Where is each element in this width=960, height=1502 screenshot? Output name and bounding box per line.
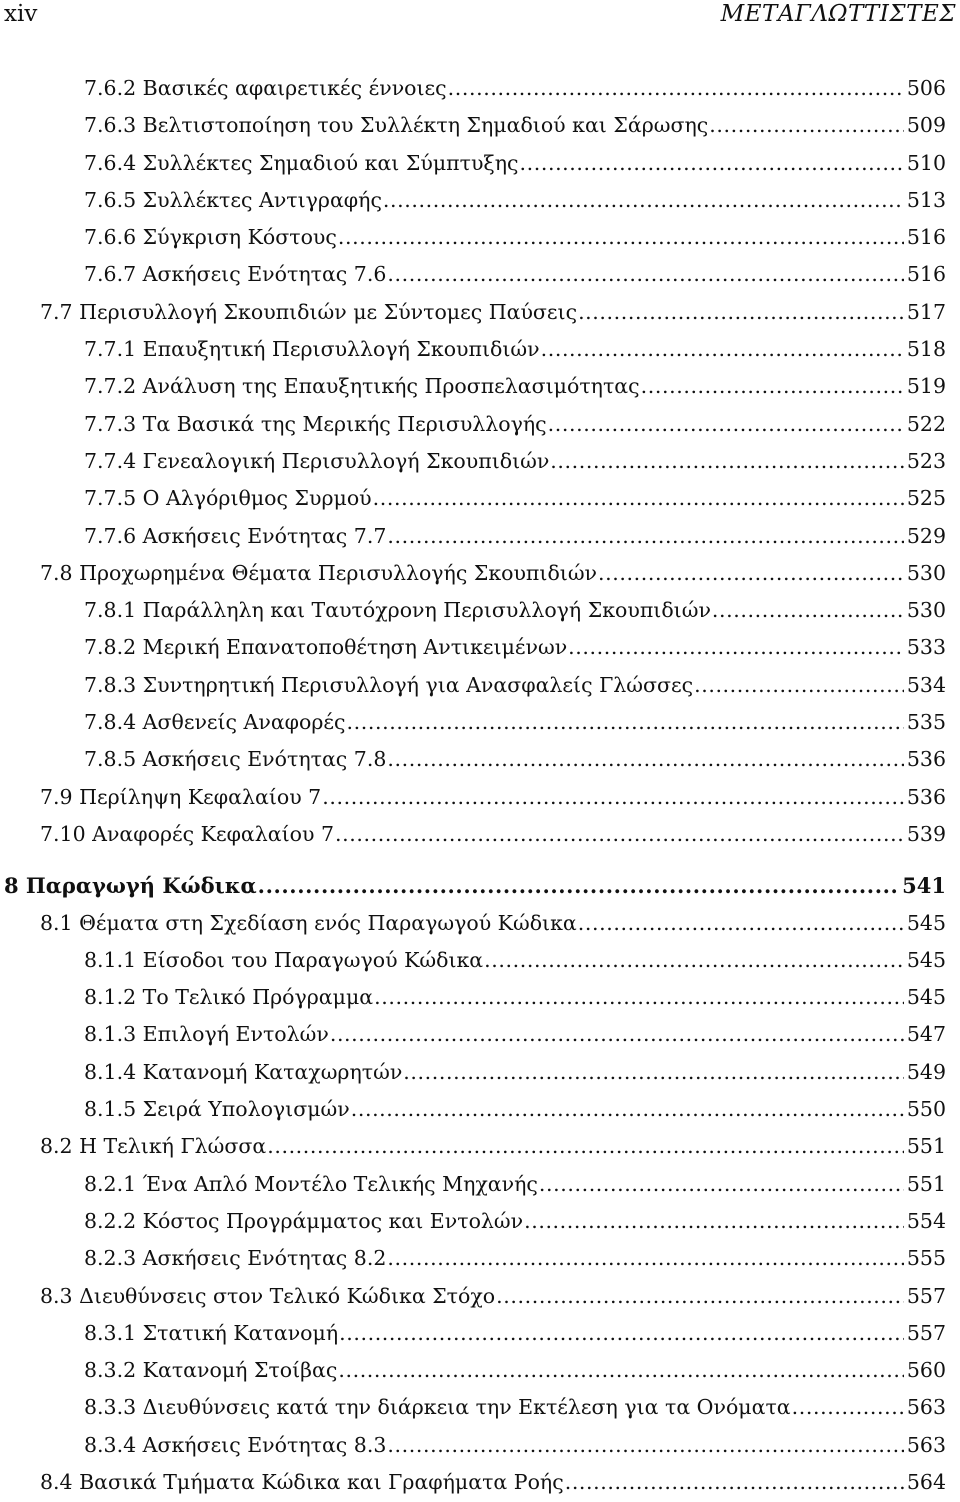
dot-leader [373, 480, 904, 517]
toc-entry-title: 7.8.3 Συντηρητική Περισυλλογή για Ανασφαλείς Γλώσσες [84, 672, 694, 697]
toc-entry-page-number: 551 [906, 1171, 946, 1196]
toc-entry-title: 7.7 Περισυλλογή Σκουπιδιών με Σύντομες Παύσεις [40, 299, 578, 324]
toc-section-entry[interactable] [0, 555, 960, 592]
toc-entry-title: 7.6.5 Συλλέκτες Αντιγραφής [84, 187, 382, 212]
toc-entry-line [40, 1464, 946, 1501]
toc-entry-line [84, 331, 946, 368]
toc-subsection-entry[interactable] [0, 107, 960, 144]
toc-subsection-entry[interactable] [0, 942, 960, 979]
toc-section-entry[interactable] [0, 294, 960, 331]
toc-entry-title: 7.7.1 Επαυξητική Περισυλλογή Σκουπιδιών [84, 337, 540, 362]
toc-entry-page-number: 509 [906, 113, 946, 138]
toc-entry-line [84, 592, 946, 629]
dot-leader [519, 145, 903, 182]
toc-entry-line [84, 979, 946, 1016]
toc-subsection-entry[interactable] [0, 1091, 960, 1128]
toc-entry-page-number: 534 [906, 672, 946, 697]
toc-entry-title: 7.7.4 Γενεαλογική Περισυλλογή Σκουπιδιών [84, 448, 550, 473]
toc-entry-page-number: 535 [906, 710, 946, 735]
toc-entry-line [40, 779, 946, 816]
toc-entry-line [84, 256, 946, 293]
dot-leader [550, 443, 904, 480]
toc-entry-page-number: 539 [906, 821, 946, 846]
toc-entry-line [84, 480, 946, 517]
dot-leader [374, 979, 904, 1016]
toc-entry-line [84, 107, 946, 144]
toc-entry-page-number: 533 [906, 635, 946, 660]
dot-leader [338, 1352, 904, 1389]
toc-entry-line [4, 867, 946, 904]
toc-section-entry[interactable] [0, 1464, 960, 1501]
dot-leader [448, 70, 904, 107]
table-of-contents [0, 70, 960, 1501]
dot-leader [578, 294, 904, 331]
toc-subsection-entry[interactable] [0, 518, 960, 555]
toc-subsection-entry[interactable] [0, 182, 960, 219]
dot-leader [351, 1091, 904, 1128]
toc-entry-line [84, 741, 946, 778]
toc-entry-title: 8.1 Θέματα στη Σχεδίαση ενός Παραγωγού Κώδικα [40, 910, 577, 935]
toc-section-entry[interactable] [0, 1128, 960, 1165]
toc-entry-page-number: 525 [906, 486, 946, 511]
toc-entry-title: 8.2 Η Τελική Γλώσσα [40, 1134, 267, 1159]
toc-entry-page-number: 549 [906, 1059, 946, 1084]
toc-entry-line [84, 1352, 946, 1389]
dot-leader [694, 667, 904, 704]
page-number: xiv [4, 1, 38, 27]
toc-entry-line [40, 816, 946, 853]
dot-leader [712, 592, 904, 629]
toc-entry-page-number: 563 [906, 1432, 946, 1457]
toc-entry-line [84, 667, 946, 704]
toc-entry-title: 7.9 Περίληψη Κεφαλαίου 7 [40, 784, 322, 809]
toc-entry-title: 8.1.1 Είσοδοι του Παραγωγού Κώδικα [84, 947, 484, 972]
toc-entry-page-number: 557 [906, 1320, 946, 1345]
toc-entry-page-number: 536 [906, 784, 946, 809]
toc-subsection-entry[interactable] [0, 1166, 960, 1203]
dot-leader [578, 905, 904, 942]
dot-leader [709, 107, 904, 144]
toc-section-entry[interactable] [0, 779, 960, 816]
toc-subsection-entry[interactable] [0, 70, 960, 107]
toc-entry-page-number: 519 [906, 374, 946, 399]
toc-entry-line [40, 1278, 946, 1315]
toc-entry-title: 7.6.2 Βασικές αφαιρετικές έννοιες [84, 76, 447, 100]
toc-entry-title: 7.8.5 Ασκήσεις Ενότητας 7.8 [84, 747, 387, 772]
toc-section-entry[interactable] [0, 1278, 960, 1315]
dot-leader [387, 1427, 903, 1464]
toc-entry-page-number: 510 [906, 150, 946, 175]
toc-entry-title: 7.7.5 Ο Αλγόριθμος Συρμού [84, 486, 372, 511]
toc-entry-title: 7.7.3 Τα Βασικά της Μερικής Περισυλλογής [84, 411, 547, 436]
toc-entry-page-number: 530 [906, 560, 946, 585]
toc-section-entry[interactable] [0, 905, 960, 942]
toc-subsection-entry[interactable] [0, 1016, 960, 1053]
toc-subsection-entry[interactable] [0, 704, 960, 741]
toc-entry-title: 8.1.2 Το Τελικό Πρόγραμμα [84, 985, 374, 1010]
toc-entry-page-number: 564 [906, 1469, 946, 1494]
toc-entry-line [84, 1427, 946, 1464]
toc-entry-page-number: 547 [906, 1022, 946, 1047]
toc-subsection-entry[interactable] [0, 145, 960, 182]
toc-subsection-entry[interactable] [0, 480, 960, 517]
toc-entry-page-number: 516 [906, 262, 946, 287]
toc-entry-line [84, 1203, 946, 1240]
toc-entry-title: 7.6.3 Βελτιστοποίηση του Συλλέκτη Σημαδιού και Σάρωσης [84, 113, 709, 138]
toc-subsection-entry[interactable] [0, 1427, 960, 1464]
toc-entry-page-number: 529 [906, 523, 946, 548]
toc-subsection-entry[interactable] [0, 592, 960, 629]
dot-leader [387, 1240, 903, 1277]
dot-leader [484, 942, 904, 979]
toc-entry-page-number: 523 [906, 448, 946, 473]
dot-leader [387, 741, 903, 778]
dot-leader [322, 779, 904, 816]
toc-entry-line [84, 368, 946, 405]
toc-entry-title: 8.2.2 Κόστος Προγράμματος και Εντολών [84, 1208, 524, 1233]
dot-leader [792, 1389, 904, 1426]
dot-leader [496, 1278, 904, 1315]
toc-entry-title: 7.8 Προχωρημένα Θέματα Περισυλλογής Σκουπιδιών [40, 560, 598, 585]
toc-entry-line [84, 704, 946, 741]
toc-entry-page-number: 555 [906, 1246, 946, 1271]
toc-entry-page-number: 516 [906, 225, 946, 250]
dot-leader [267, 1128, 904, 1165]
dot-leader [548, 406, 904, 443]
toc-entry-line [84, 145, 946, 182]
toc-subsection-entry[interactable] [0, 368, 960, 405]
dot-leader [335, 816, 904, 853]
toc-entry-title: 7.8.1 Παράλληλη και Ταυτόχρονη Περισυλλογή Σκουπιδιών [84, 598, 711, 623]
dot-leader [568, 629, 904, 666]
toc-entry-line [84, 942, 946, 979]
toc-chapter-entry[interactable] [0, 867, 960, 904]
toc-entry-page-number: 545 [906, 985, 946, 1010]
toc-entry-page-number: 560 [906, 1358, 946, 1383]
toc-subsection-entry[interactable] [0, 1389, 960, 1426]
toc-entry-title: 7.8.2 Μερική Επανατοποθέτηση Αντικειμένων [84, 635, 568, 660]
dot-leader [403, 1054, 904, 1091]
toc-entry-title: 7.6.6 Σύγκριση Κόστους [84, 225, 337, 250]
toc-entry-page-number: 550 [906, 1097, 946, 1122]
toc-entry-line [84, 1240, 946, 1277]
running-title: ΜΕΤΑΓΛΩΤΤΙΣΤΕΣ [720, 1, 956, 27]
chapter-gap [0, 853, 960, 867]
toc-entry-line [84, 443, 946, 480]
dot-leader [338, 219, 904, 256]
toc-subsection-entry[interactable] [0, 331, 960, 368]
toc-entry-line [84, 1091, 946, 1128]
toc-entry-page-number: 506 [906, 76, 946, 100]
toc-entry-title: 8.3.1 Στατική Κατανομή [84, 1320, 339, 1345]
dot-leader [347, 704, 904, 741]
toc-entry-line [40, 905, 946, 942]
toc-entry-line [40, 294, 946, 331]
toc-entry-line [84, 518, 946, 555]
dot-leader [258, 867, 900, 904]
toc-subsection-entry[interactable] [0, 741, 960, 778]
toc-entry-title: 8.1.3 Επιλογή Εντολών [84, 1022, 329, 1047]
toc-subsection-entry[interactable] [0, 1315, 960, 1352]
dot-leader [339, 1315, 904, 1352]
toc-entry-title: 7.7.2 Ανάλυση της Επαυξητικής Προσπελασιμότητας [84, 374, 640, 399]
toc-entry-title: 8.1.4 Κατανομή Καταχωρητών [84, 1059, 403, 1084]
toc-subsection-entry[interactable] [0, 1203, 960, 1240]
toc-subsection-entry[interactable] [0, 1054, 960, 1091]
dot-leader [330, 1016, 904, 1053]
toc-entry-title: 8.3 Διευθύνσεις στον Τελικό Κώδικα Στόχο [40, 1283, 496, 1308]
toc-entry-line [84, 219, 946, 256]
toc-entry-title: 8.2.1 Ένα Απλό Μοντέλο Τελικής Μηχανής [84, 1171, 538, 1196]
dot-leader [598, 555, 904, 592]
dot-leader [641, 368, 904, 405]
toc-entry-line [84, 1054, 946, 1091]
toc-entry-page-number: 545 [906, 947, 946, 972]
toc-subsection-entry[interactable] [0, 406, 960, 443]
toc-entry-page-number: 557 [906, 1283, 946, 1308]
toc-entry-line [84, 182, 946, 219]
dot-leader [539, 1166, 904, 1203]
toc-entry-title: 8.3.4 Ασκήσεις Ενότητας 8.3 [84, 1432, 387, 1457]
dot-leader [383, 182, 904, 219]
toc-entry-title: 8.1.5 Σειρά Υπολογισμών [84, 1097, 350, 1122]
dot-leader [541, 331, 904, 368]
toc-entry-line [84, 629, 946, 666]
toc-entry-title: 7.8.4 Ασθενείς Αναφορές [84, 710, 346, 735]
toc-entry-title: 8.2.3 Ασκήσεις Ενότητας 8.2 [84, 1246, 387, 1271]
toc-entry-title: 8.3.2 Κατανομή Στοίβας [84, 1358, 338, 1383]
toc-entry-page-number: 541 [902, 873, 946, 899]
toc-entry-page-number: 536 [906, 747, 946, 772]
toc-subsection-entry[interactable] [0, 1352, 960, 1389]
toc-entry-page-number: 545 [906, 910, 946, 935]
toc-entry-title: 7.7.6 Ασκήσεις Ενότητας 7.7 [84, 523, 387, 548]
toc-entry-title: 8.4 Βασικά Τμήματα Κώδικα και Γραφήματα Ροής [40, 1469, 564, 1494]
dot-leader [387, 518, 903, 555]
toc-subsection-entry[interactable] [0, 443, 960, 480]
toc-entry-title: 7.10 Αναφορές Κεφαλαίου 7 [40, 821, 335, 846]
toc-entry-line [84, 1389, 946, 1426]
dot-leader [565, 1464, 904, 1501]
toc-entry-line [84, 70, 946, 107]
toc-entry-line [84, 406, 946, 443]
toc-subsection-entry[interactable] [0, 979, 960, 1016]
toc-entry-page-number: 522 [906, 411, 946, 436]
toc-entry-title: 8 Παραγωγή Κώδικα [4, 873, 257, 899]
dot-leader [387, 256, 903, 293]
toc-entry-title: 8.3.3 Διευθύνσεις κατά την διάρκεια την Εκτέλεση για τα Ονόματα [84, 1395, 791, 1420]
toc-entry-page-number: 517 [906, 299, 946, 324]
toc-entry-page-number: 513 [906, 187, 946, 212]
dot-leader [524, 1203, 904, 1240]
toc-subsection-entry[interactable] [0, 219, 960, 256]
toc-subsection-entry[interactable] [0, 256, 960, 293]
toc-subsection-entry[interactable] [0, 1240, 960, 1277]
toc-entry-page-number: 551 [906, 1134, 946, 1159]
toc-entry-line [40, 1128, 946, 1165]
toc-subsection-entry[interactable] [0, 667, 960, 704]
toc-entry-title: 7.6.7 Ασκήσεις Ενότητας 7.6 [84, 262, 387, 287]
toc-entry-line [84, 1315, 946, 1352]
toc-entry-page-number: 563 [906, 1395, 946, 1420]
toc-entry-page-number: 530 [906, 598, 946, 623]
toc-entry-line [40, 555, 946, 592]
page-header [0, 0, 960, 32]
toc-entry-line [84, 1016, 946, 1053]
toc-section-entry[interactable] [0, 816, 960, 853]
toc-subsection-entry[interactable] [0, 629, 960, 666]
toc-entry-line [84, 1166, 946, 1203]
toc-entry-page-number: 554 [906, 1208, 946, 1233]
toc-entry-page-number: 518 [906, 337, 946, 362]
toc-entry-title: 7.6.4 Συλλέκτες Σημαδιού και Σύμπτυξης [84, 150, 519, 175]
